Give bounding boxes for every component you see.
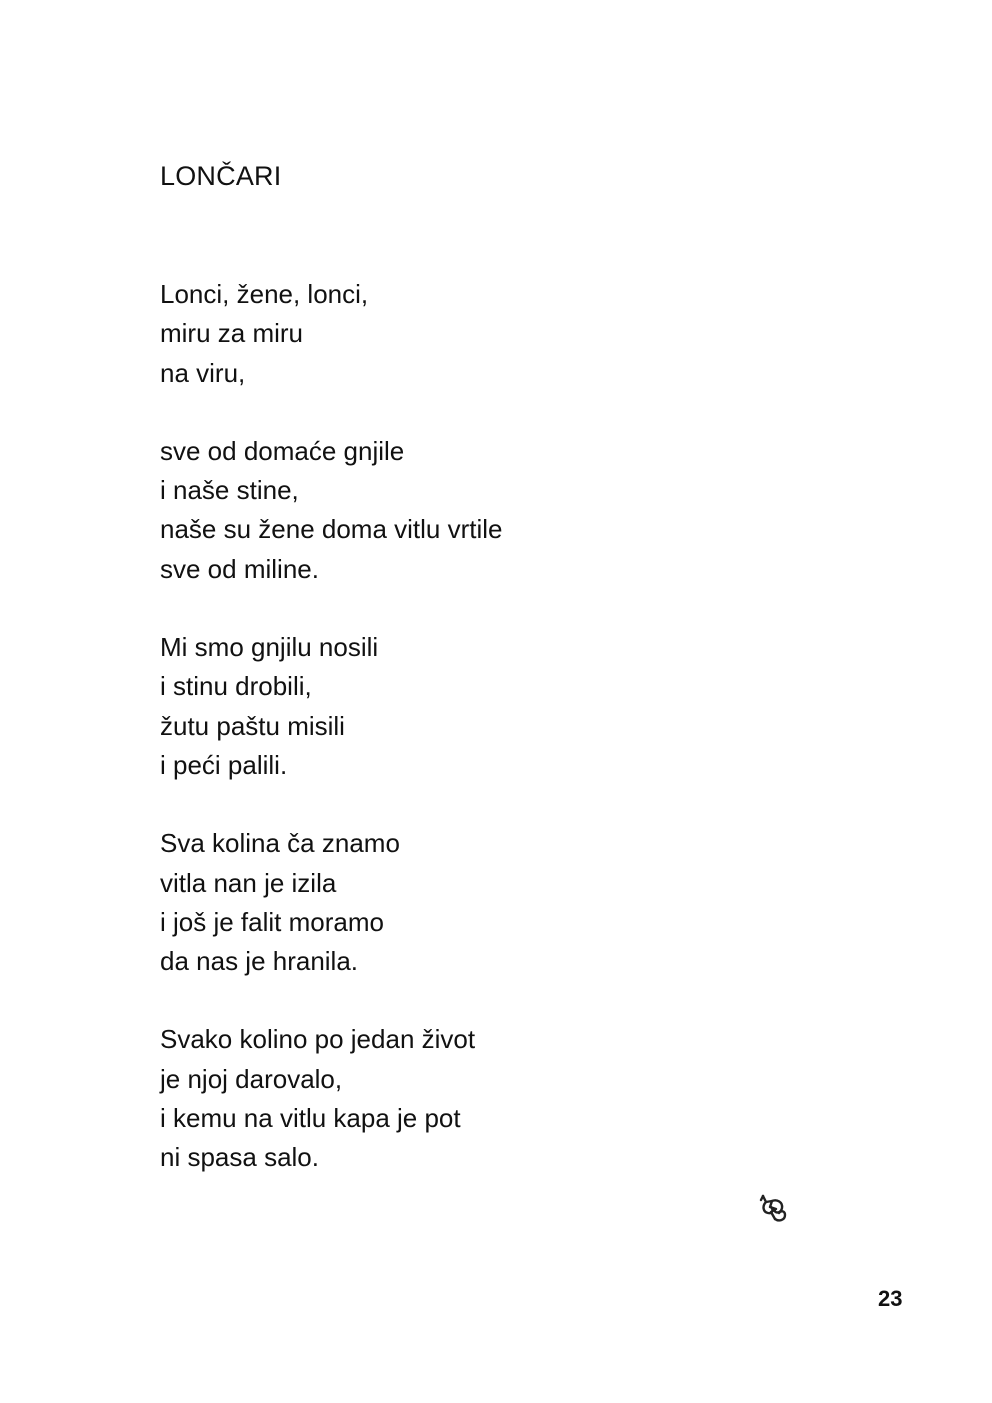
poem-line: naše su žene doma vitlu vrtile	[160, 514, 503, 545]
stanza-2	[160, 432, 860, 589]
poem-line: Lonci, žene, lonci,	[160, 279, 369, 309]
flower-ornament-icon	[757, 1192, 791, 1226]
poem-line: i još je falit moramo	[160, 906, 384, 937]
poem-line: i stinu drobili,	[160, 671, 312, 702]
poem-line: sve od miline.	[160, 553, 319, 584]
poem-body	[160, 275, 860, 1217]
poem-line: je njoj darovalo,	[160, 1063, 343, 1094]
poem-line: Svako kolino po jedan život	[160, 1024, 476, 1055]
poem-line: miru za miru	[160, 318, 304, 349]
poem-line: vitla nan je izila	[160, 867, 337, 898]
poem-line: i kemu na vitlu kapa je pot	[160, 1103, 461, 1134]
stanza-3	[160, 628, 860, 785]
poem-line: ni spasa salo.	[160, 1142, 319, 1173]
poem-line: i naše stine,	[160, 475, 299, 506]
poem-line: da nas je hranila.	[160, 946, 359, 977]
poem-title: LONČARI	[160, 161, 282, 191]
poem-line: žutu paštu misili	[160, 710, 345, 741]
stanza-5	[160, 1020, 860, 1177]
page-number: 23	[878, 1286, 903, 1311]
poem-line: Mi smo gnjilu nosili	[160, 632, 379, 663]
poem-line: Sva kolina ča znamo	[160, 828, 400, 859]
poem-line: na viru,	[160, 357, 246, 388]
poem-line: sve od domaće gnjile	[160, 435, 405, 466]
poem-line: i peći palili.	[160, 749, 288, 780]
stanza-4	[160, 824, 860, 981]
stanza-1	[160, 275, 860, 393]
